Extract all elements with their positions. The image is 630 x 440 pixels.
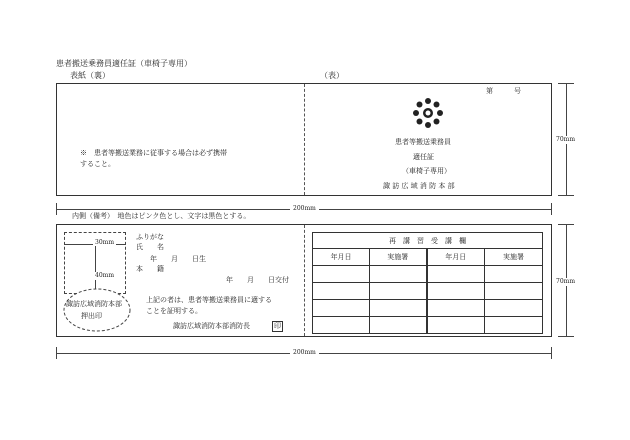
stamp-line-2: 押出印 [81,312,102,320]
emblem-icon [411,96,445,130]
name-label: 氏 名 [136,243,164,251]
inner-note: 内側（備考） 地色はピンク色とし、文字は黒色とする。 [72,212,251,220]
retraining-title: 再 講 習 受 講 欄 [313,233,543,249]
fold-line [304,84,305,195]
height-dimension-label-2: 70mm [556,278,576,285]
front-label: （表） [320,71,344,80]
table-row [313,283,543,300]
honseki-label: 本 籍 [136,265,164,273]
stamp-circle [62,287,132,333]
stamp-line-1: 諏訪広域消防本部 [66,300,122,308]
issue-date: 年 月 日交付 [226,276,289,284]
photo-width-label: 30mm [95,239,115,246]
table-row [313,300,543,317]
number-label: 第 号 [486,87,521,95]
col-date-2: 年月日 [427,249,485,266]
chief-title: 諏訪広域消防本部消防長 [173,322,250,330]
photo-height-label: 40mm [95,272,115,279]
width-dimension-label: 200mm [290,206,319,212]
card-issuer: 諏 訪 広 域 消 防 本 部 [383,182,455,190]
inner-fold-line [304,225,305,336]
height-dimension-label: 70mm [556,136,576,143]
document-title: 患者搬送乗務員適任証（車椅子専用） [56,59,192,68]
width-dimension-label-2: 200mm [290,350,319,356]
table-row [313,266,543,283]
card-line-2: 適任証 [413,153,434,161]
col-date-1: 年月日 [313,249,370,266]
cert-text-1: 上記の者は、患者等搬送乗務員に適する [146,296,272,304]
seal-mark: 印 [274,322,281,330]
card-line-1: 患者等搬送乗務員 [395,138,451,146]
table-row [313,317,543,334]
cert-text-2: ことを証明する。 [146,307,202,315]
col-impl-2: 実施署 [485,249,543,266]
birth-label: 年 月 日生 [150,255,206,263]
retraining-table [312,232,543,334]
col-impl-1: 実施署 [370,249,427,266]
carry-note: ※ 患者等搬送業務に従事する場合は必ず携帯すること。 [80,149,227,168]
card-line-3: （車椅子専用） [402,167,451,175]
back-cover-label: 表紙（裏） [70,71,110,80]
furigana-label: ふりがな [136,233,164,241]
